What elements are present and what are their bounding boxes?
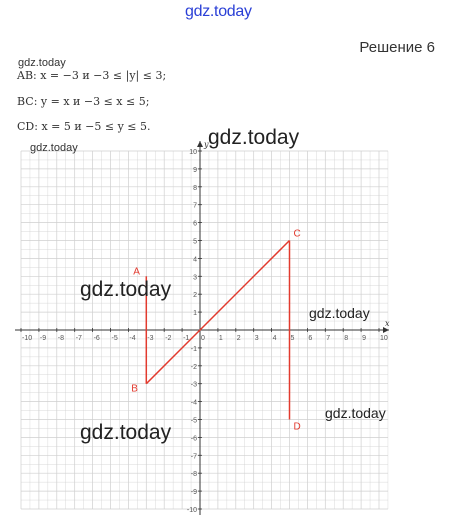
watermark: gdz.today [18, 57, 66, 69]
y-tick-label: 6 [193, 220, 197, 228]
y-tick-label: 10 [189, 149, 197, 156]
y-tick-label: -6 [190, 435, 197, 443]
x-tick-label: -5 [111, 335, 118, 342]
watermark: gdz.today [80, 421, 172, 444]
x-tick-label: -1 [183, 335, 190, 342]
x-tick-label: -4 [129, 335, 136, 342]
condition-ab: AB: x = −3 и −3 ≤ |y| ≤ 3; [17, 69, 167, 82]
y-tick-label: 5 [193, 238, 197, 246]
y-tick-label: 7 [193, 202, 197, 210]
x-tick-label: 8 [344, 335, 349, 342]
x-tick-label: -3 [147, 335, 154, 342]
y-tick-label: -10 [186, 507, 197, 514]
point-label-d: D [293, 421, 301, 433]
x-tick-label: -6 [93, 335, 100, 342]
y-tick-label: 9 [193, 166, 197, 174]
y-axis-label: y [204, 140, 209, 149]
x-tick-label: -10 [22, 335, 33, 342]
watermark: gdz.today [325, 405, 386, 421]
x-tick-label: -7 [75, 335, 82, 342]
site-logo[interactable]: gdz.today [185, 3, 252, 20]
y-tick-label: 3 [193, 274, 197, 282]
x-tick-label: -9 [39, 335, 47, 342]
x-tick-label: 0 [201, 335, 205, 342]
y-tick-label: -2 [190, 363, 197, 371]
x-tick-label: 10 [380, 335, 388, 342]
point-label-a: A [133, 266, 140, 278]
x-tick-label: 3 [254, 335, 259, 342]
y-axis-arrow [197, 141, 203, 147]
y-tick-label: -8 [190, 471, 197, 479]
y-tick-label: 8 [193, 184, 197, 192]
point-label-c: C [293, 228, 301, 240]
x-tick-label: 4 [272, 335, 277, 342]
x-tick-label: 1 [218, 335, 223, 342]
x-tick-label: 9 [362, 335, 367, 342]
y-tick-label: 4 [193, 256, 197, 264]
x-tick-label: -2 [165, 335, 172, 342]
x-tick-label: 7 [326, 335, 331, 342]
condition-bc: BC: y = x и −3 ≤ x ≤ 5; [17, 95, 150, 108]
y-tick-label: -9 [190, 489, 197, 497]
x-tick-label: 5 [290, 335, 295, 342]
x-axis-label: x [385, 319, 390, 328]
watermark: gdz.today [30, 142, 78, 154]
solution-title: Решение 6 [359, 39, 435, 56]
y-tick-label: -5 [190, 417, 197, 425]
x-tick-label: 2 [236, 335, 241, 342]
x-tick-label: -8 [57, 335, 65, 342]
y-tick-label: -3 [190, 381, 197, 389]
y-tick-label: -1 [190, 345, 197, 353]
y-tick-label: 2 [193, 292, 197, 300]
watermark: gdz.today [80, 278, 172, 301]
y-tick-label: 1 [193, 310, 197, 318]
watermark: gdz.today [208, 126, 300, 149]
y-tick-label: -4 [190, 399, 197, 407]
condition-cd: CD: x = 5 и −5 ≤ y ≤ 5. [17, 120, 151, 133]
y-tick-label: -7 [190, 453, 197, 461]
x-tick-label: 6 [308, 335, 313, 342]
watermark: gdz.today [309, 305, 370, 321]
point-label-b: B [131, 383, 138, 395]
